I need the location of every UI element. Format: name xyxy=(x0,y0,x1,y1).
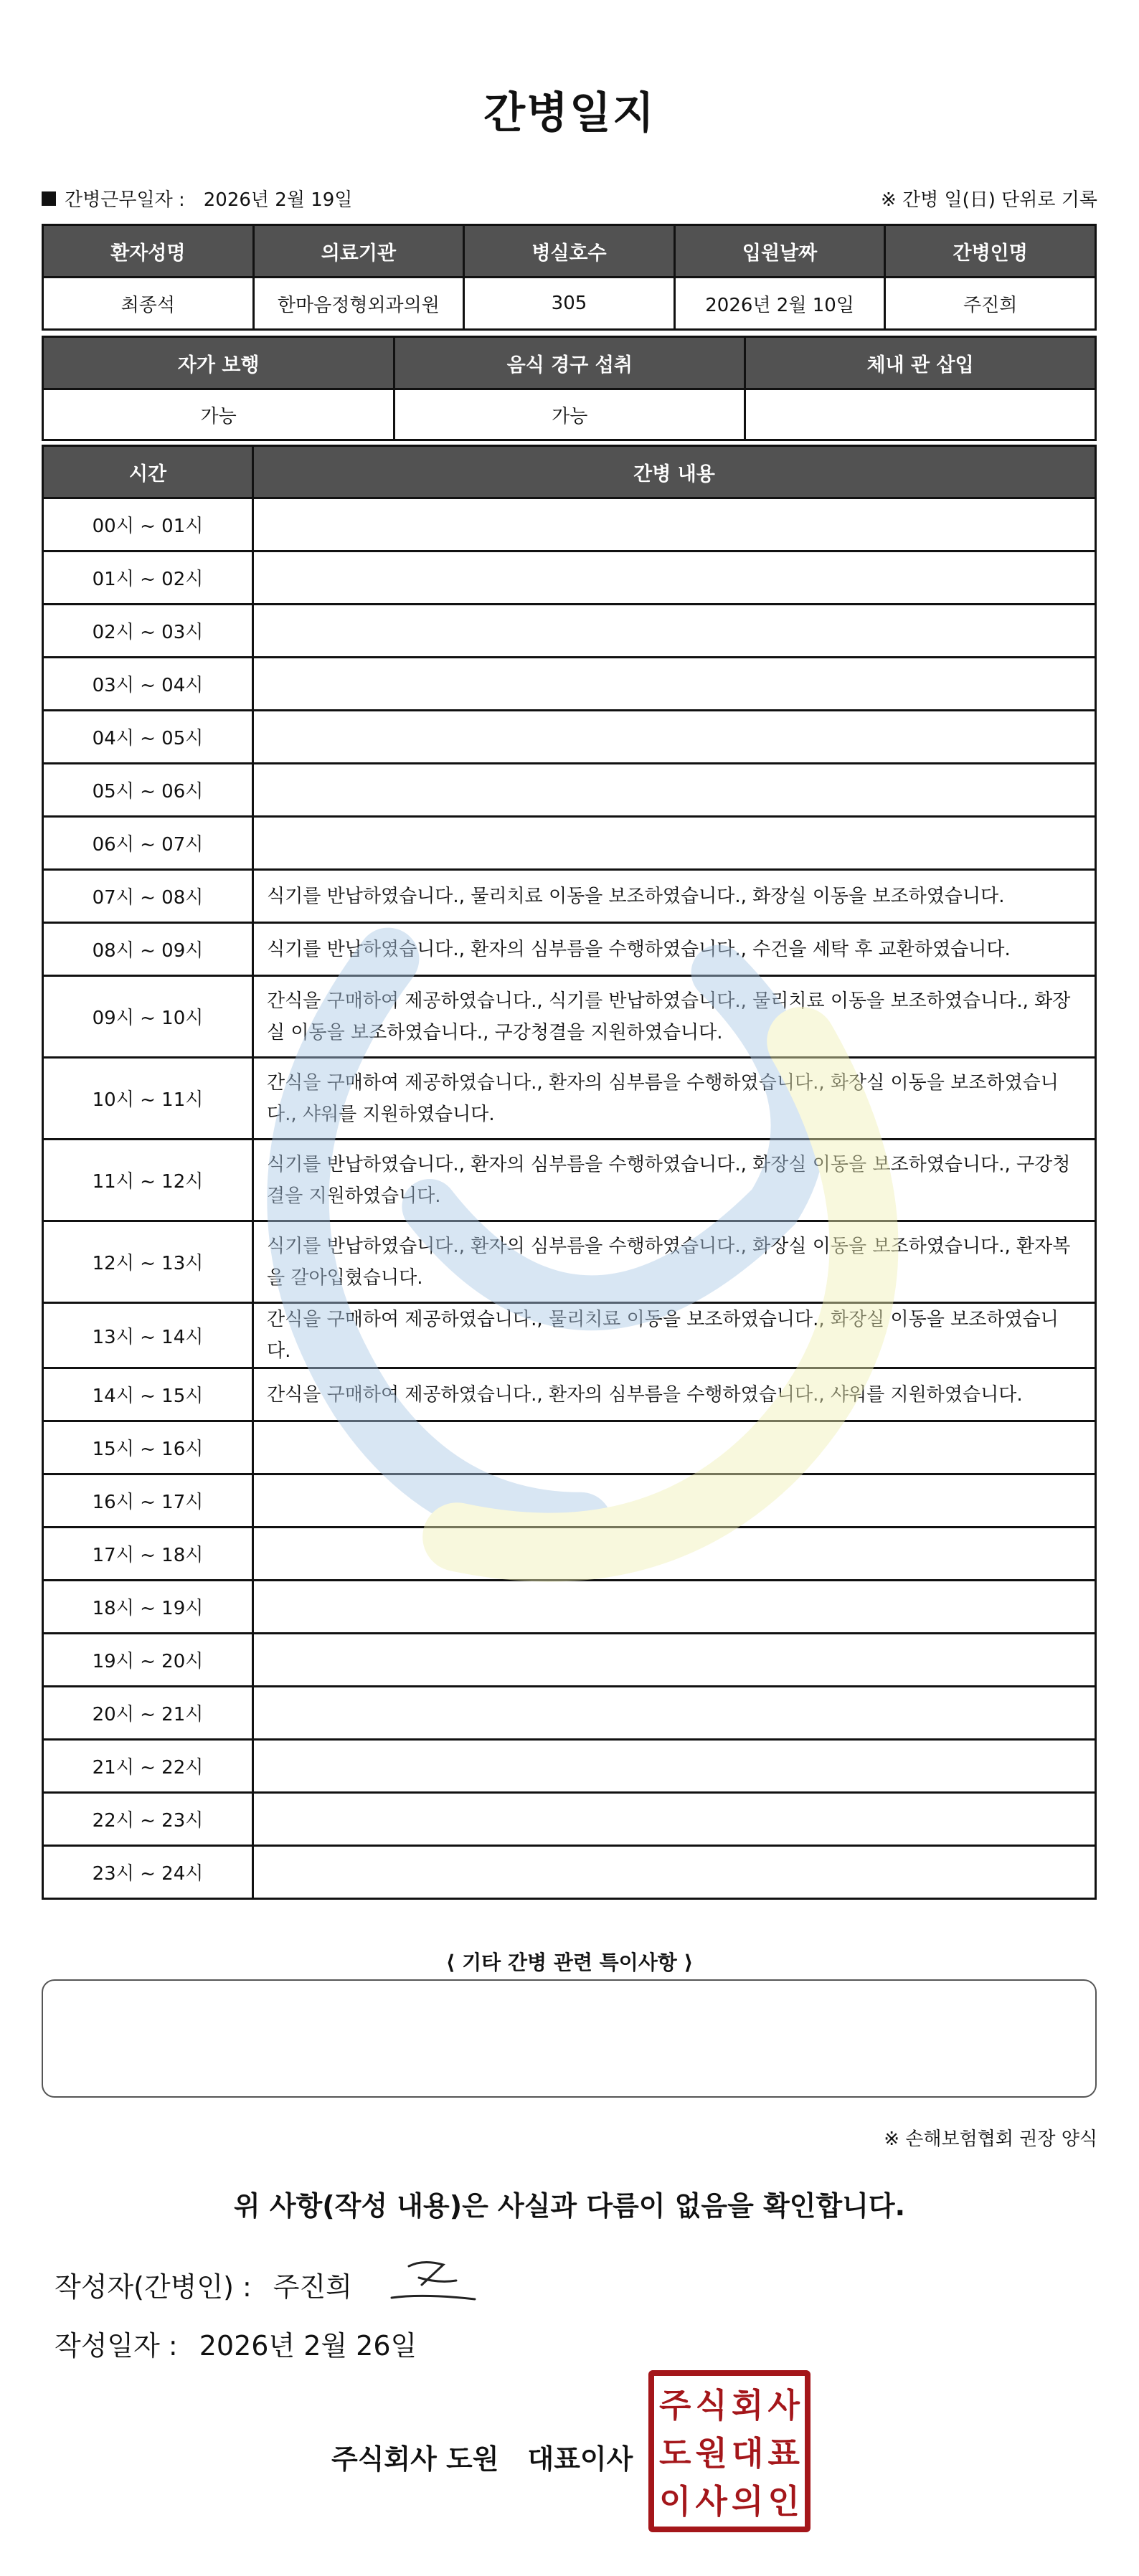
header-care-content: 간병 내용 xyxy=(253,446,1096,498)
company-role: 대표이사 xyxy=(527,2443,633,2475)
seal-char: 대 xyxy=(732,2433,764,2473)
seal-char: 회 xyxy=(732,2385,764,2425)
table-row xyxy=(43,1793,1096,1846)
table-row xyxy=(43,764,1096,817)
patient-name-cell: 최종석 xyxy=(43,278,254,330)
patient-info-table xyxy=(42,224,1097,331)
table-row xyxy=(43,1581,1096,1634)
time-cell: 17시 ~ 18시 xyxy=(43,1528,253,1581)
time-cell: 23시 ~ 24시 xyxy=(43,1846,253,1899)
company-row xyxy=(331,2437,633,2476)
care-content-cell: 식기를 반납하였습니다., 환자의 심부름을 수행하였습니다., 화장실 이동을 보조하였습니다., 구강청결을 지원하였습니다. xyxy=(253,1140,1096,1221)
seal-char: 표 xyxy=(767,2433,800,2473)
writer-row xyxy=(55,2265,352,2304)
table-row xyxy=(43,817,1096,870)
table-row xyxy=(43,870,1096,923)
writer-label: 작성자(간병인) : xyxy=(55,2271,252,2303)
seal-char: 사 xyxy=(695,2482,727,2521)
written-date-label: 작성일자 : xyxy=(55,2330,178,2362)
table-row xyxy=(43,551,1096,605)
signature-icon xyxy=(387,2252,481,2309)
care-content-cell xyxy=(253,1421,1096,1474)
oral-intake-cell: 가능 xyxy=(394,389,745,440)
care-log-table xyxy=(42,445,1097,1900)
header-oral-intake: 음식 경구 섭취 xyxy=(394,337,745,389)
header-hospital: 의료기관 xyxy=(253,225,464,278)
time-cell: 12시 ~ 13시 xyxy=(43,1221,253,1303)
time-cell: 13시 ~ 14시 xyxy=(43,1303,253,1368)
table-row xyxy=(43,1474,1096,1528)
special-notes-title: ⟨ 기타 간병 관련 특이사항 ⟩ xyxy=(445,1951,694,1974)
work-date-row xyxy=(42,185,352,212)
time-cell: 03시 ~ 04시 xyxy=(43,658,253,711)
written-date-row xyxy=(55,2324,417,2363)
table-row xyxy=(43,976,1096,1058)
header-patient-name: 환자성명 xyxy=(43,225,254,278)
work-date-value: 2026년 2월 19일 xyxy=(203,189,353,211)
table-row xyxy=(43,1058,1096,1140)
care-content-cell: 간식을 구매하여 제공하였습니다., 물리치료 이동을 보조하였습니다., 화장실 이동을 보조하였습니다. xyxy=(253,1303,1096,1368)
care-content-cell xyxy=(253,1846,1096,1899)
care-content-cell xyxy=(253,1634,1096,1687)
time-cell: 08시 ~ 09시 xyxy=(43,923,253,976)
care-content-cell: 간식을 구매하여 제공하였습니다., 환자의 심부름을 수행하였습니다., 화장실 이동을 보조하였습니다., 샤워를 지원하였습니다. xyxy=(253,1058,1096,1140)
table-row xyxy=(43,711,1096,764)
header-admission-date: 입원날짜 xyxy=(674,225,885,278)
care-content-cell xyxy=(253,1793,1096,1846)
caregiver-name-cell: 주진희 xyxy=(885,278,1096,330)
seal-char: 원 xyxy=(695,2433,727,2473)
special-notes-box xyxy=(42,1979,1097,2098)
table-row xyxy=(43,1528,1096,1581)
care-content-cell xyxy=(253,1528,1096,1581)
care-content-cell xyxy=(253,1740,1096,1793)
care-content-cell xyxy=(253,498,1096,551)
time-cell: 09시 ~ 10시 xyxy=(43,976,253,1058)
header-room-number: 병실호수 xyxy=(464,225,675,278)
care-content-cell xyxy=(253,658,1096,711)
hospital-cell: 한마음정형외과의원 xyxy=(253,278,464,330)
table-row xyxy=(43,1303,1096,1368)
room-number-cell: 305 xyxy=(464,278,675,330)
care-content-cell: 식기를 반납하였습니다., 환자의 심부름을 수행하였습니다., 수건을 세탁 후 교환하였습니다. xyxy=(253,923,1096,976)
header-time: 시간 xyxy=(43,446,253,498)
table-row xyxy=(43,1421,1096,1474)
care-content-cell xyxy=(253,817,1096,870)
self-walking-cell: 가능 xyxy=(43,389,394,440)
time-cell: 01시 ~ 02시 xyxy=(43,551,253,605)
table-row xyxy=(43,1140,1096,1221)
confirmation-statement: 위 사항(작성 내용)은 사실과 다름이 없음을 확인합니다. xyxy=(233,2190,906,2222)
table-row xyxy=(43,658,1096,711)
table-row xyxy=(43,498,1096,551)
seal-char: 이 xyxy=(659,2482,691,2521)
work-date-label: 간병근무일자 : xyxy=(65,189,185,211)
tube-insertion-cell xyxy=(745,389,1096,440)
time-cell: 22시 ~ 23시 xyxy=(43,1793,253,1846)
table-row xyxy=(43,923,1096,976)
time-cell: 14시 ~ 15시 xyxy=(43,1368,253,1421)
seal-char: 식 xyxy=(695,2385,727,2425)
square-bullet-icon xyxy=(42,191,56,206)
care-content-cell xyxy=(253,551,1096,605)
table-row xyxy=(43,1740,1096,1793)
time-cell: 20시 ~ 21시 xyxy=(43,1687,253,1740)
header-self-walking: 자가 보행 xyxy=(43,337,394,389)
time-cell: 18시 ~ 19시 xyxy=(43,1581,253,1634)
time-cell: 10시 ~ 11시 xyxy=(43,1058,253,1140)
table-row xyxy=(43,1368,1096,1421)
time-cell: 05시 ~ 06시 xyxy=(43,764,253,817)
care-content-cell xyxy=(253,605,1096,658)
care-content-cell: 식기를 반납하였습니다., 물리치료 이동을 보조하였습니다., 화장실 이동을 보조하였습니다. xyxy=(253,870,1096,923)
recommendation-note: ※ 손해보험협회 권장 양식 xyxy=(884,2128,1097,2150)
writer-name: 주진희 xyxy=(273,2271,352,2303)
care-content-cell xyxy=(253,764,1096,817)
time-cell: 04시 ~ 05시 xyxy=(43,711,253,764)
table-row xyxy=(43,1634,1096,1687)
care-content-cell xyxy=(253,1687,1096,1740)
company-name: 주식회사 도원 xyxy=(331,2443,499,2475)
care-content-cell: 간식을 구매하여 제공하였습니다., 식기를 반납하였습니다., 물리치료 이동을 보조하였습니다., 화장실 이동을 보조하였습니다., 구강청결을 지원하였습니다. xyxy=(253,976,1096,1058)
care-content-cell xyxy=(253,1474,1096,1528)
company-seal xyxy=(648,2370,810,2532)
time-cell: 15시 ~ 16시 xyxy=(43,1421,253,1474)
header-tube-insertion: 체내 관 삽입 xyxy=(745,337,1096,389)
care-content-cell xyxy=(253,711,1096,764)
time-cell: 06시 ~ 07시 xyxy=(43,817,253,870)
time-cell: 16시 ~ 17시 xyxy=(43,1474,253,1528)
record-unit-note: ※ 간병 일(日) 단위로 기록 xyxy=(880,189,1097,211)
seal-char: 주 xyxy=(659,2385,691,2425)
table-row xyxy=(43,1846,1096,1899)
table-row xyxy=(43,1221,1096,1303)
time-cell: 19시 ~ 20시 xyxy=(43,1634,253,1687)
time-cell: 02시 ~ 03시 xyxy=(43,605,253,658)
patient-status-table xyxy=(42,336,1097,441)
care-content-cell xyxy=(253,1581,1096,1634)
time-cell: 21시 ~ 22시 xyxy=(43,1740,253,1793)
seal-char: 사 xyxy=(767,2385,800,2425)
written-date-value: 2026년 2월 26일 xyxy=(199,2330,417,2362)
time-cell: 11시 ~ 12시 xyxy=(43,1140,253,1221)
care-content-cell: 식기를 반납하였습니다., 환자의 심부름을 수행하였습니다., 화장실 이동을 보조하였습니다., 환자복을 갈아입혔습니다. xyxy=(253,1221,1096,1303)
seal-char: 인 xyxy=(767,2482,800,2521)
seal-char: 도 xyxy=(659,2433,691,2473)
admission-date-cell: 2026년 2월 10일 xyxy=(674,278,885,330)
header-caregiver-name: 간병인명 xyxy=(885,225,1096,278)
care-content-cell: 간식을 구매하여 제공하였습니다., 환자의 심부름을 수행하였습니다., 샤워를 지원하였습니다. xyxy=(253,1368,1096,1421)
page-title: 간병일지 xyxy=(483,88,656,138)
time-cell: 00시 ~ 01시 xyxy=(43,498,253,551)
time-cell: 07시 ~ 08시 xyxy=(43,870,253,923)
table-row xyxy=(43,1687,1096,1740)
seal-char: 의 xyxy=(732,2482,764,2521)
table-row xyxy=(43,605,1096,658)
